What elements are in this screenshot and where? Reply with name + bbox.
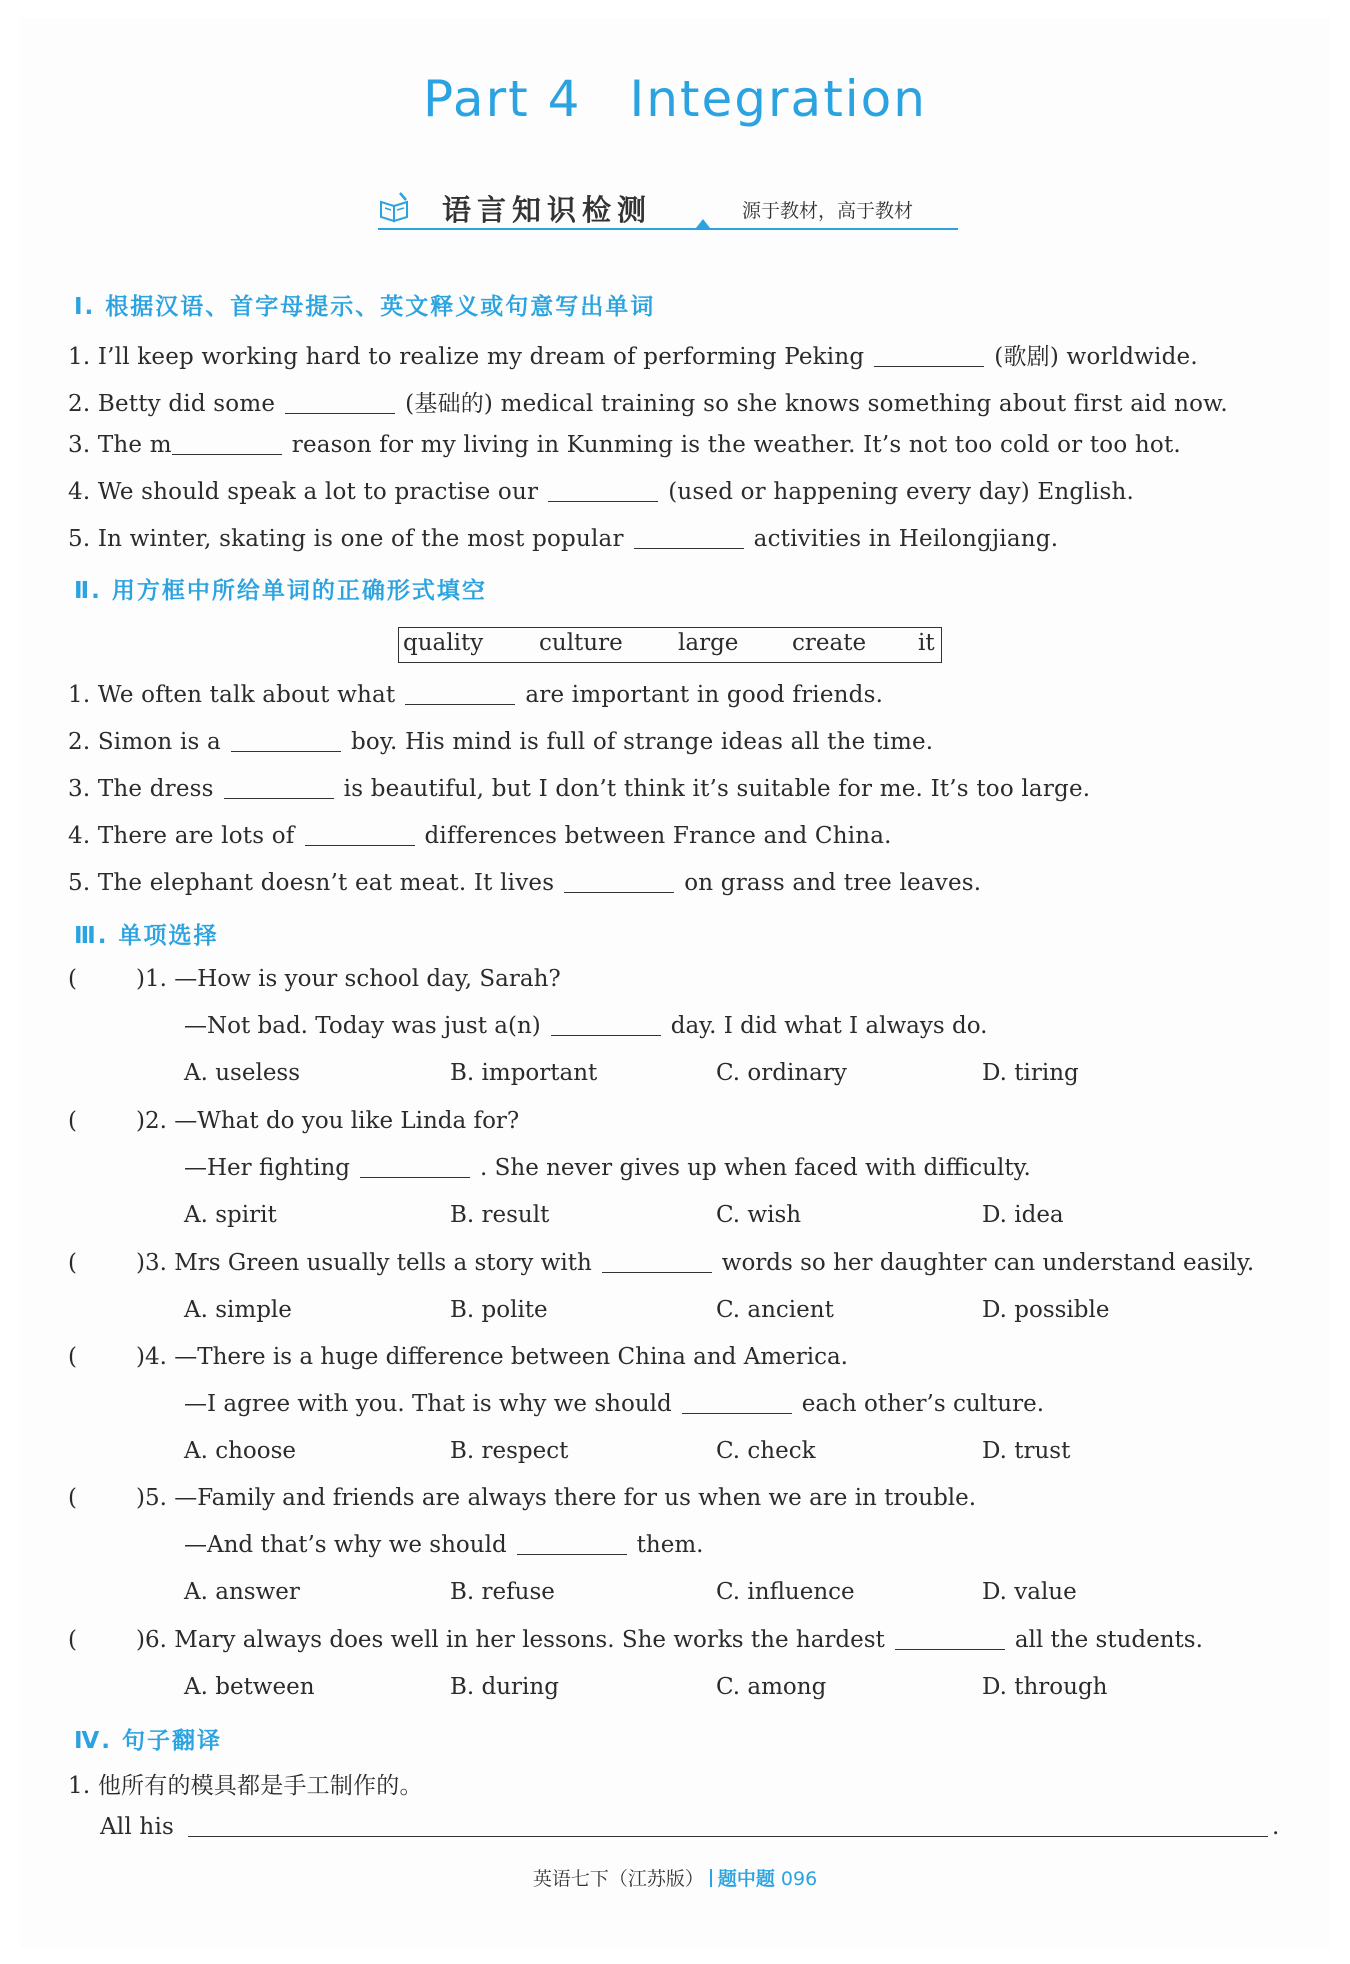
answer-blank[interactable] bbox=[285, 412, 395, 414]
q1-option-a[interactable]: A. useless bbox=[184, 1060, 301, 1086]
q3-option-b[interactable]: B. polite bbox=[450, 1297, 548, 1323]
answer-blank[interactable] bbox=[602, 1271, 712, 1273]
q1-option-d[interactable]: D. tiring bbox=[982, 1060, 1079, 1086]
s2-item-3: 3. The dress is beautiful, but I don’t think it’s suitable for me. It’s too large. bbox=[68, 776, 1091, 802]
translation-blank[interactable] bbox=[188, 1835, 1268, 1837]
s2-item-1: 1. We often talk about what are important in good friends. bbox=[68, 682, 884, 708]
answer-paren[interactable]: ( bbox=[68, 966, 77, 992]
s4-item-1: 1. 他所有的模具都是手工制作的。 bbox=[68, 1773, 423, 1799]
answer-blank[interactable] bbox=[405, 703, 515, 705]
answer-blank[interactable] bbox=[548, 500, 658, 502]
banner-subtitle: 源于教材，高于教材 bbox=[742, 200, 914, 222]
banner-underline bbox=[378, 228, 958, 230]
word-box-item: create bbox=[792, 630, 867, 656]
q6-option-b[interactable]: B. during bbox=[450, 1674, 559, 1700]
page-title bbox=[0, 70, 1350, 128]
answer-blank[interactable] bbox=[517, 1553, 627, 1555]
footer-book: 英语七下（江苏版） bbox=[532, 1868, 704, 1890]
s2-item-5: 5. The elephant doesn’t eat meat. It lives on grass and tree leaves. bbox=[68, 870, 982, 896]
word-box-item: quality bbox=[403, 630, 484, 656]
answer-blank[interactable] bbox=[231, 750, 341, 752]
q5-option-b[interactable]: B. refuse bbox=[450, 1579, 555, 1605]
q5-option-a[interactable]: A. answer bbox=[184, 1579, 300, 1605]
q4-option-d[interactable]: D. trust bbox=[982, 1438, 1071, 1464]
q6-option-a[interactable]: A. between bbox=[184, 1674, 315, 1700]
q3-option-d[interactable]: D. possible bbox=[982, 1297, 1110, 1323]
word-box bbox=[398, 627, 942, 663]
footer-separator bbox=[710, 1869, 712, 1887]
q4-line1: )4. —There is a huge difference between China and America. bbox=[136, 1344, 848, 1370]
q6-option-c[interactable]: C. among bbox=[716, 1674, 827, 1700]
s1-item-5: 5. In winter, skating is one of the most popular activities in Heilongjiang. bbox=[68, 526, 1059, 552]
q5-line2: —And that’s why we should them. bbox=[184, 1532, 704, 1558]
title-part: Part 4 bbox=[423, 70, 582, 128]
q6-option-d[interactable]: D. through bbox=[982, 1674, 1108, 1700]
s2-item-2: 2. Simon is a boy. His mind is full of strange ideas all the time. bbox=[68, 729, 934, 755]
answer-paren[interactable]: ( bbox=[68, 1485, 77, 1511]
answer-blank[interactable] bbox=[360, 1176, 470, 1178]
q5-option-d[interactable]: D. value bbox=[982, 1579, 1077, 1605]
answer-blank[interactable] bbox=[551, 1034, 661, 1036]
answer-paren[interactable]: ( bbox=[68, 1627, 77, 1653]
answer-blank[interactable] bbox=[172, 453, 282, 455]
q1-option-b[interactable]: B. important bbox=[450, 1060, 598, 1086]
answer-blank[interactable] bbox=[634, 547, 744, 549]
s4-answer-line: All his . bbox=[100, 1814, 1280, 1840]
section-1-heading: Ⅰ. 根据汉语、首字母提示、英文释义或句意写出单词 bbox=[74, 294, 656, 320]
q4-option-c[interactable]: C. check bbox=[716, 1438, 816, 1464]
q4-option-b[interactable]: B. respect bbox=[450, 1438, 569, 1464]
word-box-item: it bbox=[918, 630, 935, 656]
q2-option-a[interactable]: A. spirit bbox=[184, 1202, 277, 1228]
q2-line2: —Her fighting . She never gives up when faced with difficulty. bbox=[184, 1155, 1031, 1181]
section-2-heading: Ⅱ. 用方框中所给单词的正确形式填空 bbox=[74, 578, 487, 604]
footer-series: 题中题 bbox=[717, 1868, 775, 1890]
answer-blank[interactable] bbox=[895, 1648, 1005, 1650]
answer-blank[interactable] bbox=[682, 1412, 792, 1414]
s1-item-4: 4. We should speak a lot to practise our (used or happening every day) English. bbox=[68, 479, 1134, 505]
section-4-heading: Ⅳ. 句子翻译 bbox=[74, 1728, 223, 1754]
page-number: 096 bbox=[780, 1868, 818, 1890]
page-footer bbox=[0, 1864, 1350, 1891]
answer-paren[interactable]: ( bbox=[68, 1344, 77, 1370]
q4-option-a[interactable]: A. choose bbox=[184, 1438, 297, 1464]
s2-item-4: 4. There are lots of differences between France and China. bbox=[68, 823, 892, 849]
word-box-item: culture bbox=[539, 630, 623, 656]
section-banner bbox=[378, 186, 958, 230]
answer-blank[interactable] bbox=[874, 365, 984, 367]
banner-title: 语言知识检测 bbox=[442, 193, 653, 227]
s1-item-1: 1. I’ll keep working hard to realize my dream of performing Peking (歌剧) worldwide. bbox=[68, 344, 1198, 370]
q1-line2: —Not bad. Today was just a(n) day. I did what I always do. bbox=[184, 1013, 988, 1039]
q2-option-b[interactable]: B. result bbox=[450, 1202, 550, 1228]
s1-item-3: 3. The m reason for my living in Kunming is the weather. It’s not too cold or too hot. bbox=[68, 432, 1181, 458]
answer-blank[interactable] bbox=[305, 844, 415, 846]
word-box-item: large bbox=[678, 630, 739, 656]
q1-option-c[interactable]: C. ordinary bbox=[716, 1060, 847, 1086]
answer-paren[interactable]: ( bbox=[68, 1250, 77, 1276]
q5-option-c[interactable]: C. influence bbox=[716, 1579, 855, 1605]
banner-triangle bbox=[696, 219, 710, 228]
section-3-heading: Ⅲ. 单项选择 bbox=[74, 923, 219, 949]
book-pencil-icon bbox=[378, 190, 412, 224]
q2-line1: )2. —What do you like Linda for? bbox=[136, 1108, 520, 1134]
q4-line2: —I agree with you. That is why we should each other’s culture. bbox=[184, 1391, 1045, 1417]
q3-option-a[interactable]: A. simple bbox=[184, 1297, 292, 1323]
q5-line1: )5. —Family and friends are always there for us when we are in trouble. bbox=[136, 1485, 977, 1511]
title-name: Integration bbox=[629, 70, 927, 128]
answer-blank[interactable] bbox=[224, 797, 334, 799]
answer-paren[interactable]: ( bbox=[68, 1108, 77, 1134]
s1-item-2: 2. Betty did some (基础的) medical training so she knows something about first aid now. bbox=[68, 391, 1228, 417]
q1-line1: )1. —How is your school day, Sarah? bbox=[136, 966, 561, 992]
q3-line1: )3. Mrs Green usually tells a story with words so her daughter can understand easily. bbox=[136, 1250, 1255, 1276]
q3-option-c[interactable]: C. ancient bbox=[716, 1297, 834, 1323]
q2-option-d[interactable]: D. idea bbox=[982, 1202, 1064, 1228]
q2-option-c[interactable]: C. wish bbox=[716, 1202, 802, 1228]
q6-line1: )6. Mary always does well in her lessons. She works the hardest all the students. bbox=[136, 1627, 1203, 1653]
answer-blank[interactable] bbox=[564, 891, 674, 893]
